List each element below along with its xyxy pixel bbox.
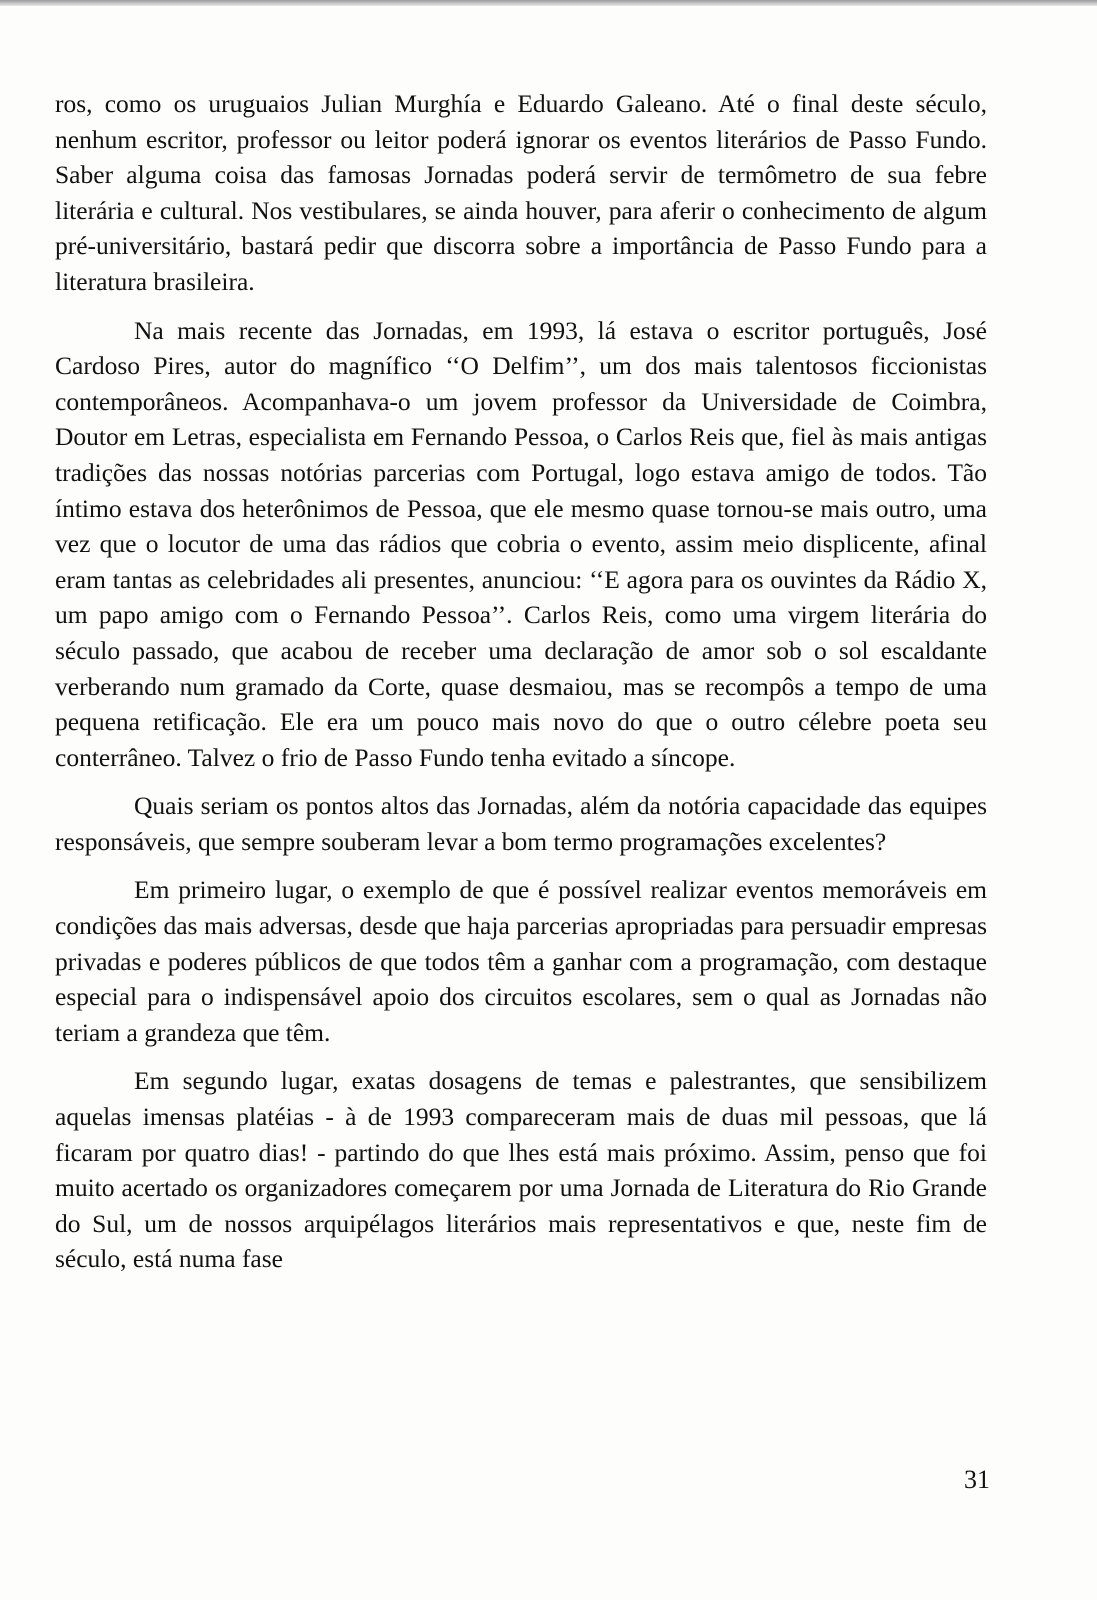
paragraph-1: ros, como os uruguaios Julian Murghía e Eduardo Galeano. Até o final deste século, nenhum escritor, professor ou leitor poderá ignorar os eventos literários de Passo Fundo. Saber alguma coisa das famosas Jornadas poderá servir de termômetro de sua febre literária e cultural. Nos vestibulares, se ainda houver, para aferir o conhecimento de algum pré-universitário, bastará pedir que discorra sobre a importância de Passo Fundo para a literatura brasileira.: [55, 89, 987, 296]
paragraph-4: Em primeiro lugar, o exemplo de que é possível realizar eventos memoráveis em condições das mais adversas, desde que haja parcerias apropriadas para persuadir empresas privadas e poderes públicos de que todos têm a ganhar com a programação, com destaque especial para o indispensável apoio dos circuitos escolares, sem o qual as Jornadas não teriam a grandeza que têm.: [55, 875, 987, 1047]
page-number: 31: [964, 1465, 990, 1494]
body-text: [55, 86, 987, 1290]
paragraph-3: Quais seriam os pontos altos das Jornadas, além da notória capacidade das equipes responsáveis, que sempre souberam levar a bom termo programações excelentes?: [55, 791, 987, 856]
paragraph-5: Em segundo lugar, exatas dosagens de temas e palestrantes, que sensibilizem aquelas imensas platéias - à de 1993 compareceram mais de duas mil pessoas, que lá ficaram por quatro dias! - partindo do que lhes está mais próximo. Assim, penso que foi muito acertado os organizadores começarem por uma Jornada de Literatura do Rio Grande do Sul, um de nossos arquipélagos literários mais representativos e que, neste fim de século, está numa fase: [55, 1066, 987, 1274]
paragraph-2: Na mais recente das Jornadas, em 1993, lá estava o escritor português, José Cardoso Pires, autor do magnífico ‘‘O Delfim’’, um dos mais talentosos ficcionistas contemporâneos. Acompanhava-o um jovem professor da Universidade de Coimbra, Doutor em Letras, especialista em Fernando Pessoa, o Carlos Reis que, fiel às mais antigas tradições das nossas notórias parcerias com Portugal, logo estava amigo de todos. Tão íntimo estava dos heterônimos de Pessoa, que ele mesmo quase tornou-se mais outro, uma vez que o locutor de uma das rádios que cobria o evento, assim meio displicente, afinal eram tantas as celebridades ali presentes, anunciou: ‘‘E agora para os ouvintes da Rádio X, um papo amigo com o Fernando Pessoa’’. Carlos Reis, como uma virgem literária do século passado, que acabou de receber uma declaração de amor sob o sol escaldante verberando num gramado da Corte, quase desmaiou, mas se recompôs a tempo de uma pequena retificação. Ele era um pouco mais novo do que o outro célebre poeta seu conterrâneo. Talvez o frio de Passo Fundo tenha evitado a síncope.: [55, 315, 987, 772]
scan-edge: [0, 0, 1097, 6]
